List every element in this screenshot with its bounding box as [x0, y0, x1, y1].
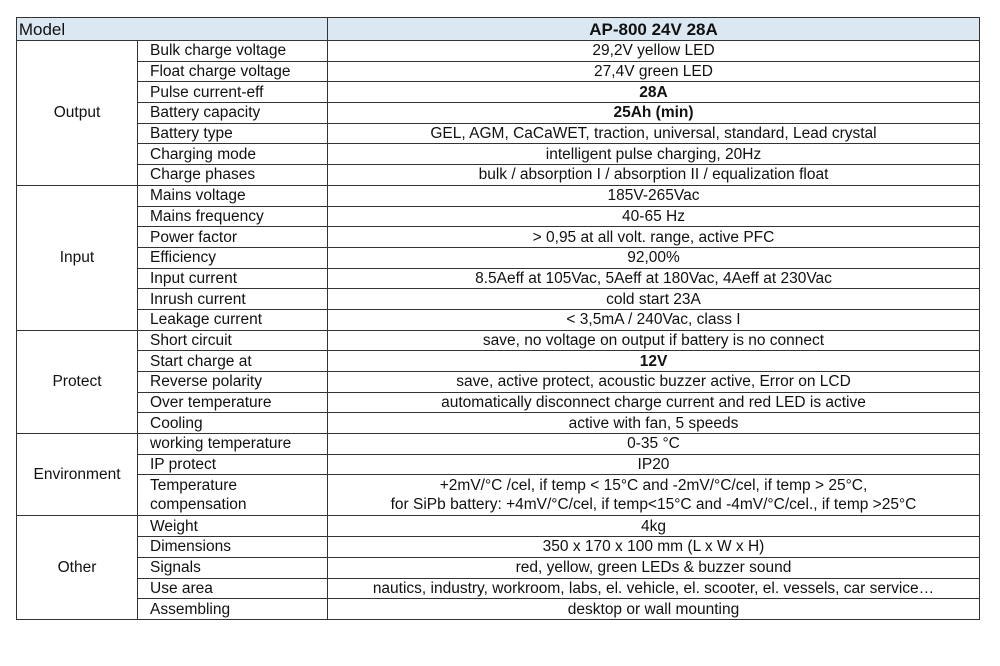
table-row	[17, 392, 980, 413]
param-name: Start charge at	[138, 351, 328, 372]
param-name: Over temperature	[138, 392, 328, 413]
param-value: active with fan, 5 speeds	[328, 413, 980, 434]
table-row	[17, 268, 980, 289]
group-output: Output	[17, 41, 138, 186]
model-label: Model	[17, 18, 328, 41]
param-name: Battery type	[138, 123, 328, 144]
param-name: Inrush current	[138, 289, 328, 310]
param-name: working temperature	[138, 434, 328, 455]
param-value: 29,2V yellow LED	[328, 41, 980, 62]
param-value: GEL, AGM, CaCaWET, traction, universal, standard, Lead crystal	[328, 123, 980, 144]
param-value: red, yellow, green LEDs & buzzer sound	[328, 557, 980, 578]
group-environment: Environment	[17, 434, 138, 516]
param-value: 92,00%	[328, 247, 980, 268]
param-value: 25Ah (min)	[328, 103, 980, 124]
param-value: save, active protect, acoustic buzzer active, Error on LCD	[328, 372, 980, 393]
param-name: Signals	[138, 557, 328, 578]
param-value: > 0,95 at all volt. range, active PFC	[328, 227, 980, 248]
header-row	[17, 18, 980, 41]
group-other: Other	[17, 516, 138, 619]
param-name: Bulk charge voltage	[138, 41, 328, 62]
model-value: AP-800 24V 28A	[328, 18, 980, 41]
param-name: IP protect	[138, 454, 328, 475]
param-value: desktop or wall mounting	[328, 599, 980, 620]
param-value: 4kg	[328, 516, 980, 537]
table-row	[17, 165, 980, 186]
param-name: Weight	[138, 516, 328, 537]
spec-table	[16, 17, 980, 620]
param-value	[328, 475, 980, 516]
table-row	[17, 144, 980, 165]
param-value: save, no voltage on output if battery is no connect	[328, 330, 980, 351]
param-name: Power factor	[138, 227, 328, 248]
table-row	[17, 82, 980, 103]
param-value: 28A	[328, 82, 980, 103]
table-row	[17, 103, 980, 124]
param-value: < 3,5mA / 240Vac, class I	[328, 309, 980, 330]
table-row	[17, 206, 980, 227]
table-row	[17, 372, 980, 393]
param-name: Input current	[138, 268, 328, 289]
group-protect: Protect	[17, 330, 138, 433]
param-name: Use area	[138, 578, 328, 599]
param-name: Battery capacity	[138, 103, 328, 124]
table-row	[17, 578, 980, 599]
table-row	[17, 123, 980, 144]
table-row	[17, 61, 980, 82]
param-name: Cooling	[138, 413, 328, 434]
param-value: cold start 23A	[328, 289, 980, 310]
param-value: automatically disconnect charge current and red LED is active	[328, 392, 980, 413]
param-value: 350 x 170 x 100 mm (L x W x H)	[328, 537, 980, 558]
table-row	[17, 227, 980, 248]
param-name	[138, 475, 328, 516]
param-name: Charge phases	[138, 165, 328, 186]
table-row	[17, 413, 980, 434]
param-value: intelligent pulse charging, 20Hz	[328, 144, 980, 165]
table-row	[17, 309, 980, 330]
table-row	[17, 41, 980, 62]
table-row	[17, 454, 980, 475]
table-row	[17, 516, 980, 537]
table-row	[17, 537, 980, 558]
param-value-line: for SiPb battery: +4mV/°C/cel, if temp<15°C and -4mV/°C/cel., if temp >25°C	[390, 496, 917, 514]
param-value: nautics, industry, workroom, labs, el. vehicle, el. scooter, el. vessels, car service…	[328, 578, 980, 599]
table-row	[17, 475, 980, 516]
group-input: Input	[17, 185, 138, 330]
param-name-line: compensation	[150, 496, 247, 514]
table-row	[17, 247, 980, 268]
param-name: Float charge voltage	[138, 61, 328, 82]
param-value: 12V	[328, 351, 980, 372]
param-name: Charging mode	[138, 144, 328, 165]
param-name: Short circuit	[138, 330, 328, 351]
table-row	[17, 599, 980, 620]
param-name: Dimensions	[138, 537, 328, 558]
param-value: 40-65 Hz	[328, 206, 980, 227]
table-row	[17, 434, 980, 455]
param-name: Assembling	[138, 599, 328, 620]
table-row	[17, 351, 980, 372]
param-name-line: Temperature	[150, 477, 238, 495]
param-name: Mains voltage	[138, 185, 328, 206]
param-name: Efficiency	[138, 247, 328, 268]
param-name: Mains frequency	[138, 206, 328, 227]
param-value: 185V-265Vac	[328, 185, 980, 206]
table-row	[17, 185, 980, 206]
param-name: Pulse current-eff	[138, 82, 328, 103]
table-row	[17, 557, 980, 578]
param-value: 27,4V green LED	[328, 61, 980, 82]
param-name: Leakage current	[138, 309, 328, 330]
table-row	[17, 289, 980, 310]
param-value-line: +2mV/°C /cel, if temp < 15°C and -2mV/°C/cel, if temp > 25°C,	[439, 477, 868, 495]
param-value: 8.5Aeff at 105Vac, 5Aeff at 180Vac, 4Aeff at 230Vac	[328, 268, 980, 289]
param-value: IP20	[328, 454, 980, 475]
param-name: Reverse polarity	[138, 372, 328, 393]
table-row	[17, 330, 980, 351]
param-value: 0-35 °C	[328, 434, 980, 455]
param-value: bulk / absorption I / absorption II / equalization float	[328, 165, 980, 186]
